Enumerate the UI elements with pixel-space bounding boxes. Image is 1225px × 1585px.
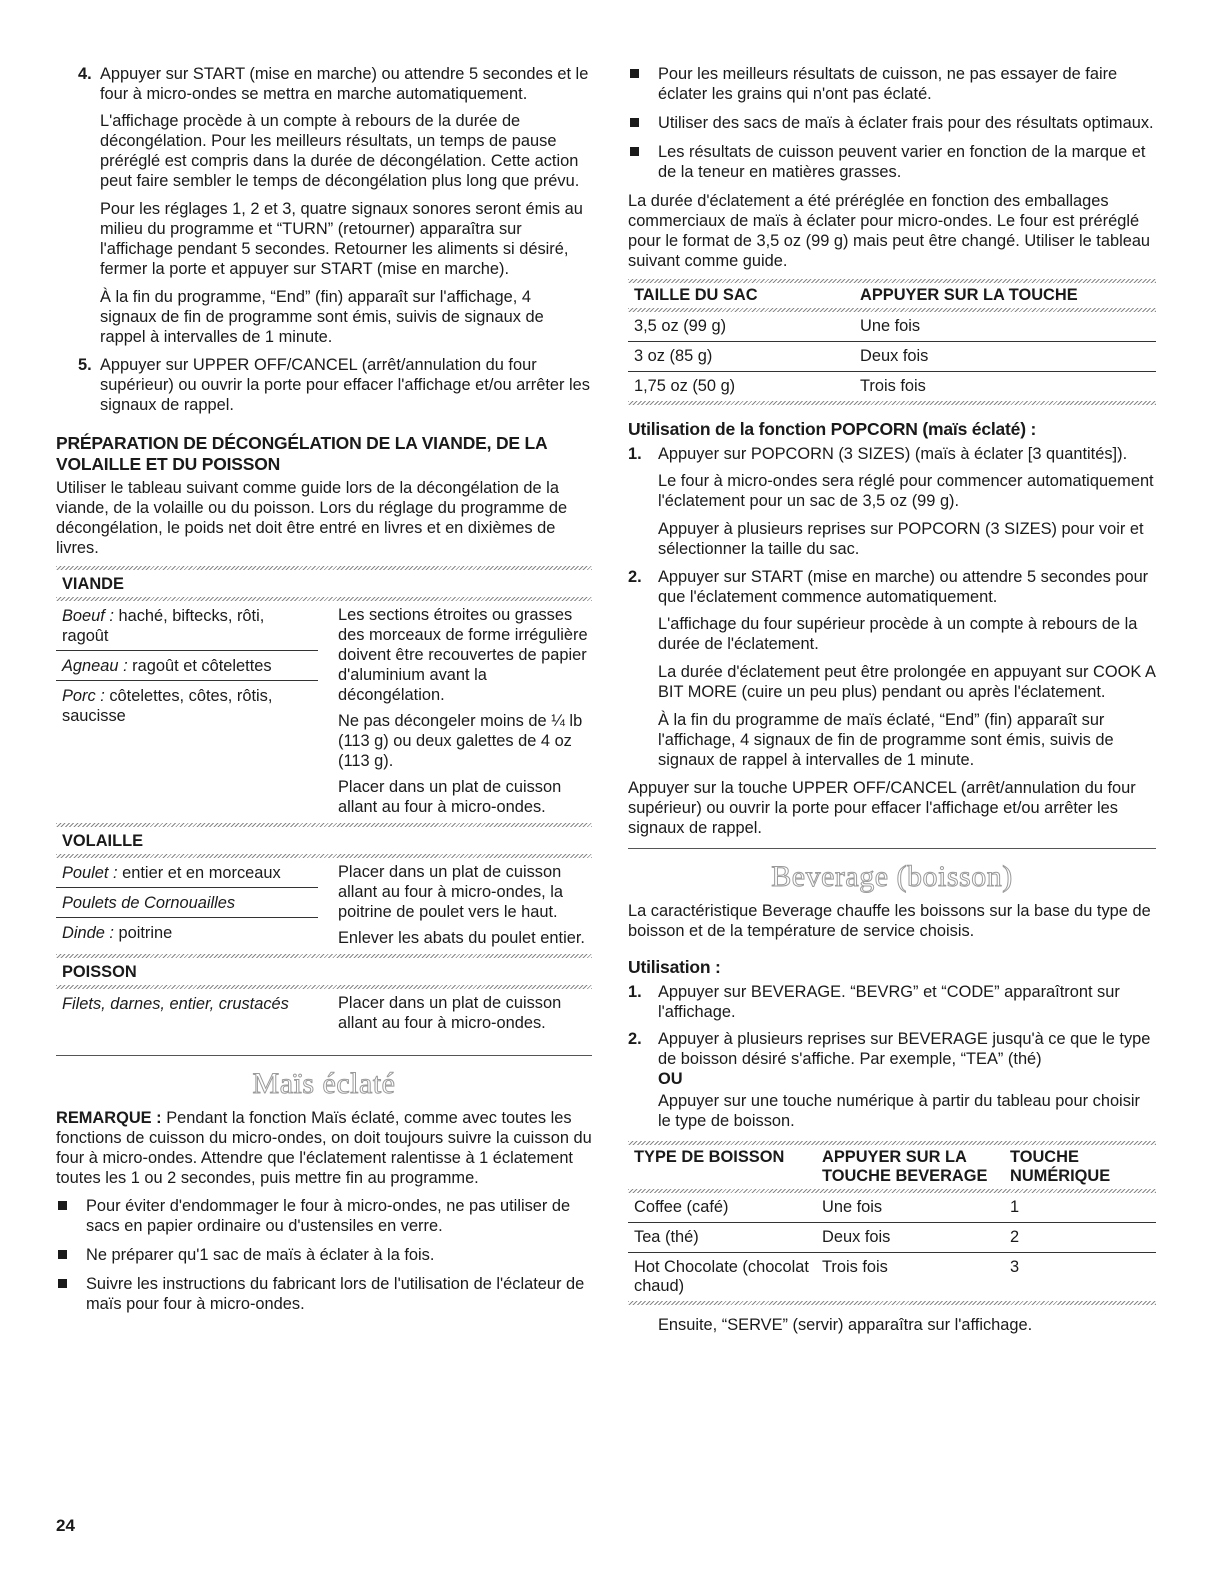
section-title: Beverage (boisson): [771, 860, 1013, 893]
or-label: OU: [658, 1070, 683, 1088]
column-header: TAILLE DU SAC: [634, 286, 758, 304]
paragraph: Appuyer sur une touche numérique à partir du tableau pour choisir le type de boisson.: [658, 1092, 1140, 1130]
table-section-header: VIANDE: [62, 575, 124, 593]
table-cell: Poulets de Cornouailles: [56, 888, 318, 918]
paragraph: L'affichage du four supérieur procède à un compte à rebours de la durée de l'éclatement.: [658, 615, 1138, 653]
step-1: [628, 982, 1156, 1022]
table-header-row: [628, 283, 1156, 308]
table-header-row: [628, 1145, 1156, 1189]
table-cell: Une fois: [854, 312, 1156, 342]
paragraph: À la fin du programme de maïs éclaté, “End” (fin) apparaît sur l'affichage, 4 signaux de fin de programme sont émis, suivis de signaux de rappel à intervalles de 1 minute.: [658, 711, 1114, 769]
step-number: 5.: [78, 356, 92, 374]
table-cell: Deux fois: [854, 342, 1156, 372]
table-cell: Coffee (café): [628, 1193, 816, 1223]
paragraph: Pour les réglages 1, 2 et 3, quatre signaux sonores seront émis au milieu du programme et “TURN” (retourner) apparaîtra sur l'affichage pendant 5 secondes. Retourner les aliments si désiré, fermer la porte et appuyer sur START (mise en marche).: [100, 200, 583, 278]
remark-label: REMARQUE :: [56, 1109, 162, 1127]
table-cell: 3,5 oz (99 g): [628, 312, 854, 342]
step-number: 1.: [628, 445, 642, 463]
list-item: Pour les meilleurs résultats de cuisson, ne pas essayer de faire éclater les grains qui n'ont pas éclaté.: [628, 64, 1156, 104]
step-text: Appuyer sur BEVERAGE. “BEVRG” et “CODE” apparaîtront sur l'affichage.: [658, 983, 1120, 1021]
table-cell: Tea (thé): [628, 1223, 816, 1253]
table-section-header: VOLAILLE: [62, 832, 144, 850]
table-cell: Poulet : entier et en morceaux: [56, 858, 318, 888]
page-number: 24: [56, 1516, 75, 1535]
column-header: TYPE DE BOISSON: [634, 1148, 785, 1166]
table-cell: 1: [1004, 1193, 1156, 1223]
step-number: 1.: [628, 983, 642, 1001]
table-cell: 3 oz (85 g): [628, 342, 854, 372]
bullet-icon: [630, 118, 639, 127]
bullet-icon: [630, 147, 639, 156]
paragraph: L'affichage procède à un compte à rebours de la durée de décongélation. Pour les meilleurs résultats, un temps de pause préréglé est compris dans la durée de décongélation. Cette action peut faire sembler le temps de décongélation plus long que prévu.: [100, 112, 580, 190]
remark: REMARQUE : Pendant la fonction Maïs éclaté, comme avec toutes les fonctions de cuisson du micro-ondes, on doit toujours suivre la cuisson du four à micro-ondes. Attendre que l'éclatement ralentisse à 1 éclatement toutes les 1 ou 2 secondes, puis mettre fin au programme.: [56, 1109, 592, 1187]
table-cell: Deux fois: [816, 1223, 1004, 1253]
step-text: Appuyer sur POPCORN (3 SIZES) (maïs à éclater [3 quantités]).: [658, 445, 1128, 463]
step-2: [628, 1029, 1156, 1089]
table-row: [628, 1193, 1156, 1223]
list-item: Les résultats de cuisson peuvent varier en fonction de la marque et de la teneur en matières grasses.: [628, 142, 1156, 182]
list-item: Ne préparer qu'1 sac de maïs à éclater à la fois.: [56, 1245, 592, 1265]
paragraph: Utiliser le tableau suivant comme guide lors de la décongélation de la viande, de la volaille ou du poisson. Lors du réglage du programme de décongélation, le poids net doit être entré en livres et en dixièmes de livres.: [56, 479, 568, 557]
table-row: [628, 312, 1156, 342]
column-header: APPUYER SUR LA TOUCHE BEVERAGE: [822, 1148, 988, 1185]
table-cell: Porc : côtelettes, côtes, rôtis, saucisse: [62, 687, 273, 725]
list-item: Pour éviter d'endommager le four à micro-ondes, ne pas utiliser de sacs en papier ordinaire ou d'ustensiles en verre.: [56, 1196, 592, 1236]
table-row: [628, 1223, 1156, 1253]
paragraph: Le four à micro-ondes sera réglé pour commencer automatiquement l'éclatement pour un sac de 3,5 oz (99 g).: [658, 472, 1154, 510]
beverage-table: [628, 1141, 1156, 1305]
column-header: TOUCHE NUMÉRIQUE: [1010, 1148, 1111, 1185]
step-text: Appuyer sur START (mise en marche) ou attendre 5 secondes pour que l'éclatement commence automatiquement.: [658, 568, 1149, 606]
table-cell: Filets, darnes, entier, crustacés: [62, 995, 289, 1013]
step-1: [628, 444, 1156, 464]
paragraph: Ensuite, “SERVE” (servir) apparaîtra sur l'affichage.: [658, 1316, 1033, 1334]
step-number: 2.: [628, 1030, 642, 1048]
table-row: [628, 1253, 1156, 1302]
list-item: Utiliser des sacs de maïs à éclater frais pour des résultats optimaux.: [628, 113, 1156, 133]
bag-size-table: [628, 279, 1156, 405]
divider: [628, 848, 1156, 849]
step-5: [56, 355, 592, 415]
step-text: Appuyer sur START (mise en marche) ou attendre 5 secondes et le four à micro-ondes se mettra en marche automatiquement.: [100, 65, 589, 103]
table-cell: Trois fois: [860, 377, 926, 395]
bullet-icon: [58, 1250, 67, 1259]
step-text: Appuyer sur UPPER OFF/CANCEL (arrêt/annulation du four supérieur) ou ouvrir la porte pour effacer l'affichage et/ou arrêter les signaux de rappel.: [100, 356, 590, 414]
step-2: [628, 567, 1156, 607]
paragraph: La durée d'éclatement peut être prolongée en appuyant sur COOK A BIT MORE (cuire un peu plus) pendant ou après l'éclatement.: [658, 663, 1156, 701]
paragraph: À la fin du programme, “End” (fin) apparaît sur l'affichage, 4 signaux de fin de programme sont émis, suivis de signaux de rappel à intervalles de 1 minute.: [100, 288, 544, 346]
bullet-icon: [58, 1279, 67, 1288]
paragraph: Appuyer sur la touche UPPER OFF/CANCEL (arrêt/annulation du four supérieur) ou ouvrir la porte pour effacer l'affichage et/ou arrêter les signaux de rappel.: [628, 779, 1136, 837]
thaw-table: [56, 566, 592, 1039]
paragraph: Appuyer à plusieurs reprises sur POPCORN (3 SIZES) pour voir et sélectionner la taille du sac.: [658, 520, 1144, 558]
paragraph: La durée d'éclatement a été préréglée en fonction des emballages commerciaux de maïs à éclater pour micro-ondes. Le four est préréglé pour le format de 3,5 oz (99 g) mais peut être changé. Utiliser le tableau suivant comme guide.: [628, 192, 1151, 270]
table-note: Enlever les abats du poulet entier.: [338, 929, 585, 947]
section-heading: Utilisation de la fonction POPCORN (maïs éclaté) :: [628, 419, 1037, 439]
table-row: [628, 372, 1156, 402]
step-number: 2.: [628, 568, 642, 586]
table-cell: Agneau : ragoût et côtelettes: [56, 651, 318, 681]
right-column: [628, 64, 1156, 1343]
table-row: [628, 342, 1156, 372]
table-cell: Trois fois: [822, 1258, 888, 1276]
table-note: Placer dans un plat de cuisson allant au four à micro-ondes.: [338, 778, 562, 816]
table-cell: 2: [1004, 1223, 1156, 1253]
bullet-icon: [58, 1201, 67, 1210]
table-cell: Une fois: [816, 1193, 1004, 1223]
table-cell: 3: [1010, 1258, 1020, 1276]
table-cell: Hot Chocolate (chocolat chaud): [634, 1258, 809, 1295]
left-column: [56, 64, 592, 1323]
paragraph: La caractéristique Beverage chauffe les boissons sur la base du type de boisson et de la température de service choisis.: [628, 902, 1151, 940]
table-note: Placer dans un plat de cuisson allant au four à micro-ondes.: [338, 994, 562, 1032]
section-heading: PRÉPARATION DE DÉCONGÉLATION DE LA VIANDE, DE LA VOLAILLE ET DU POISSON: [56, 433, 547, 474]
section-title: Maïs éclaté: [252, 1067, 396, 1100]
table-note: Ne pas décongeler moins de ¼ lb (113 g) ou deux galettes de 4 oz (113 g).: [338, 712, 583, 770]
table-cell: Dinde : poitrine: [62, 924, 173, 942]
section-heading: Utilisation :: [628, 957, 721, 977]
bullet-icon: [630, 69, 639, 78]
list-item: Suivre les instructions du fabricant lors de l'utilisation de l'éclateur de maïs pour four à micro-ondes.: [56, 1274, 592, 1314]
column-header: APPUYER SUR LA TOUCHE: [860, 286, 1078, 304]
table-cell: Boeuf : haché, biftecks, rôti, ragoût: [56, 601, 318, 651]
table-cell: 1,75 oz (50 g): [634, 377, 736, 395]
step-number: 4.: [78, 65, 92, 83]
table-section-header: POISSON: [62, 963, 137, 981]
step-4: [56, 64, 592, 104]
divider: [56, 1055, 592, 1056]
table-note: Les sections étroites ou grasses des morceaux de forme irrégulière doivent être recouvertes de papier d'aluminium avant la décongélation.: [338, 606, 588, 704]
table-note: Placer dans un plat de cuisson allant au four à micro-ondes, la poitrine de poulet vers le haut.: [338, 863, 564, 921]
step-text: Appuyer à plusieurs reprises sur BEVERAGE jusqu'à ce que le type de boisson désiré s'affiche. Par exemple, “TEA” (thé): [658, 1030, 1151, 1068]
